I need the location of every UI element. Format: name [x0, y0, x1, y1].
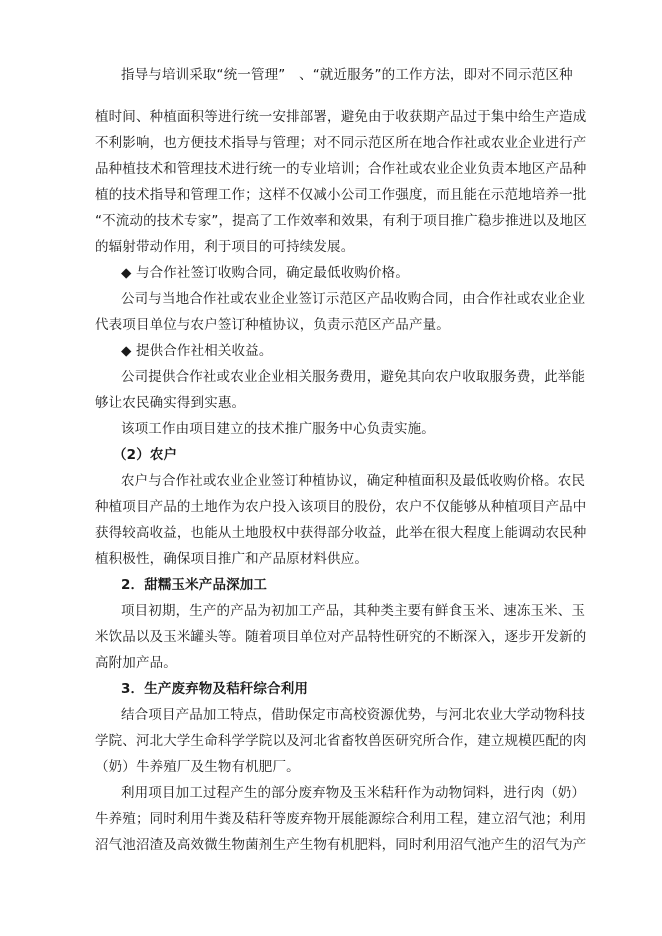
section-heading: 2．甜糯玉米产品深加工: [121, 577, 268, 593]
text-line: 农户与合作社或农业企业签订种植协议，确定种植面积及最低收购价格。农民: [121, 473, 586, 489]
text-line: 利用项目加工过程产生的部分废弃物及玉米秸秆作为动物饲料，进行肉（奶）: [121, 785, 586, 801]
text-line: 种植项目产品的土地作为农户投入该项目的股份，农户不仅能够从种植项目产品中: [95, 499, 587, 515]
text-line: 代表项目单位与农户签订种植协议，负责示范区产品产量。: [95, 317, 450, 333]
text-line: 学院、河北大学生命科学学院以及河北省畜牧兽医研究所合作，建立规模匹配的肉: [95, 733, 587, 749]
text-line: 高附加产品。: [95, 655, 177, 671]
text-line: 够让农民确实得到实惠。: [95, 395, 246, 411]
text-line: 品种植技术和管理技术进行统一的专业培训；合作社或农业企业负责本地区产品种: [95, 161, 587, 177]
text-line: 结合项目产品加工特点，借助保定市高校资源优势，与河北农业大学动物科技: [121, 707, 586, 723]
text-line: 米饮品以及玉米罐头等。随着项目单位对产品特性研究的不断深入，逐步开发新的: [95, 629, 587, 645]
section-heading: （2）农户: [113, 447, 178, 463]
text-line: 不利影响，也方便技术指导与管理；对不同示范区所在地合作社或农业企业进行产: [95, 135, 587, 151]
text-line: 的辐射带动作用，利于项目的可持续发展。: [95, 239, 355, 255]
text-line: 该项工作由项目建立的技术推广服务中心负责实施。: [121, 421, 435, 437]
text-line: “不流动的技术专家”，提高了工作效率和效果，有利于项目推广稳步推进以及地区: [95, 213, 588, 229]
bullet-item: ◆ 提供合作社相关收益。: [121, 343, 273, 359]
text-line: 植的技术指导和管理工作；这样不仅减小公司工作强度，而且能在示范地培养一批: [95, 187, 587, 203]
text-line: 指导与培训采取“统一管理” 、“就近服务”的工作方法，即对不同示范区种: [121, 67, 573, 83]
text-line: 公司提供合作社或农业企业相关服务费用，避免其向农户收取服务费，此举能: [121, 369, 586, 385]
text-line: 植积极性，确保项目推广和产品原材料供应。: [95, 551, 368, 567]
text-line: 获得较高收益，也能从土地股权中获得部分收益，此举在很大程度上能调动农民种: [95, 525, 587, 541]
text-line: 项目初期，生产的产品为初加工产品，其种类主要有鲜食玉米、速冻玉米、玉: [121, 603, 586, 619]
text-line: 沼气池沼渣及高效微生物菌剂生产生物有机肥料，同时利用沼气池产生的沼气为产: [95, 837, 587, 853]
text-line: 牛养殖；同时利用牛粪及秸秆等废弃物开展能源综合利用工程，建立沼气池；利用: [95, 811, 587, 827]
section-heading: 3．生产废弃物及秸秆综合利用: [121, 681, 308, 697]
text-line: （奶）牛养殖厂及生物有机肥厂。: [95, 759, 300, 775]
text-line: 植时间、种植面积等进行统一安排部署，避免由于收获期产品过于集中给生产造成: [95, 109, 587, 125]
text-line: 公司与当地合作社或农业企业签订示范区产品收购合同，由合作社或农业企业: [121, 291, 586, 307]
bullet-item: ◆ 与合作社签订收购合同，确定最低收购价格。: [121, 265, 409, 281]
